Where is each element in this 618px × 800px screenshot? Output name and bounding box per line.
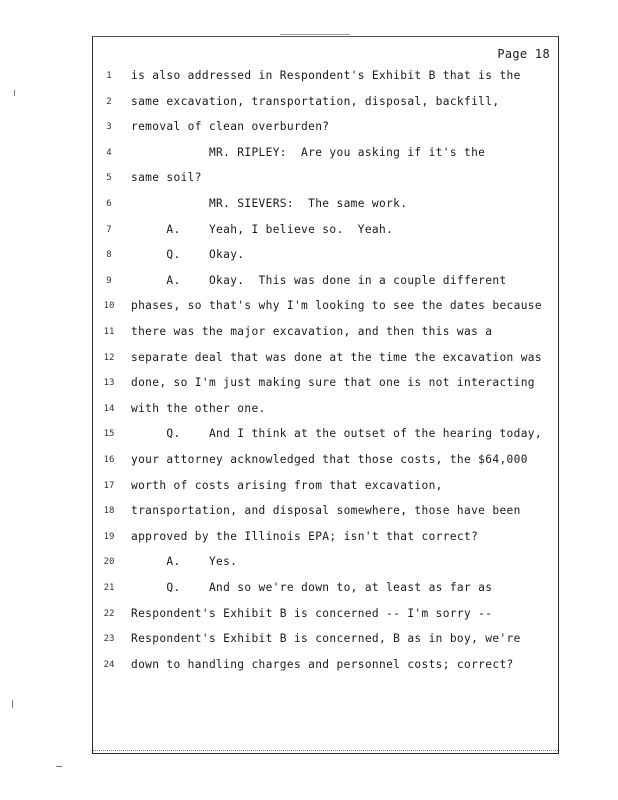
line-text: separate deal that was done at the time the excavation was [131,350,542,364]
line-text: worth of costs arising from that excavation, [131,478,443,492]
transcript-line [93,479,558,499]
line-number: 19 [103,531,115,542]
line-number: 3 [106,122,112,133]
transcript-line [93,376,558,396]
line-number: 17 [103,480,115,491]
transcript-line [93,69,558,89]
line-text: Q. And so we're down to, at least as far as [131,581,493,594]
line-number: 10 [103,301,115,312]
transcript-line [93,555,558,575]
line-number: 24 [103,659,115,670]
transcript-line [93,197,558,217]
line-text: Respondent's Exhibit B is concerned, B as in boy, we're [131,632,521,646]
line-text: MR. SIEVERS: The same work. [131,197,408,210]
transcript-line [93,299,558,319]
line-number: 4 [106,147,112,158]
transcript-line [93,658,558,678]
line-text: A. Yes. [131,555,238,569]
line-text: down to handling charges and personnel costs; correct? [131,657,514,671]
line-number: 16 [103,455,115,465]
line-text: Q. And I think at the outset of the hearing today, [131,427,542,441]
scan-artifact [280,34,350,35]
transcript-line [93,402,558,422]
line-number: 14 [103,403,115,414]
transcript-line [93,95,558,115]
transcript-page [92,36,559,754]
line-text: phases, so that's why I'm looking to see the dates because [131,299,542,313]
line-number: 20 [103,557,115,568]
line-number: 13 [103,378,115,389]
line-number: 1 [106,71,112,81]
transcript-line [93,120,558,140]
line-text: with the other one. [131,401,266,415]
line-text: same soil? [131,171,202,185]
line-number: 6 [106,199,112,209]
line-number: 18 [103,506,115,517]
line-text: transportation, and disposal somewhere, those have been [131,504,521,518]
line-number: 8 [106,250,112,261]
transcript-line [93,248,558,268]
transcript-line [93,146,558,166]
line-text: A. Yeah, I believe so. Yeah. [131,222,394,236]
line-number: 12 [103,352,115,363]
line-number: 15 [103,429,115,440]
page-number: Page 18 [497,47,550,61]
transcript-line [93,171,558,191]
line-number: 9 [106,275,112,286]
transcript-line [93,453,558,473]
transcript-line [93,632,558,652]
transcript-line [93,223,558,243]
scan-artifact [12,700,13,708]
transcript-line [93,351,558,371]
line-number: 5 [106,173,112,184]
transcript-line [93,325,558,345]
line-text: Respondent's Exhibit B is concerned -- I'm sorry -- [131,606,493,620]
line-text: removal of clean overburden? [131,120,330,134]
transcript-line [93,530,558,550]
line-number: 23 [103,634,115,645]
transcript-line [93,607,558,627]
scan-artifact [14,90,15,96]
transcript-line [93,274,558,294]
transcript-line [93,427,558,447]
transcript-line [93,581,558,601]
transcript-line [93,504,558,524]
line-text: same excavation, transportation, disposal, backfill, [131,94,500,108]
scan-artifact [56,766,62,767]
line-number: 21 [103,583,115,593]
line-text: done, so I'm just making sure that one is not interacting [131,376,535,390]
line-text: approved by the Illinois EPA; isn't that correct? [131,529,479,543]
line-text: MR. RIPLEY: Are you asking if it's the [131,145,486,159]
line-text: your attorney acknowledged that those costs, the $64,000 [131,453,528,466]
line-number: 7 [106,224,112,235]
line-number: 22 [103,608,115,619]
line-text: A. Okay. This was done in a couple different [131,273,507,287]
line-text: Q. Okay. [131,248,245,262]
bottom-rule [93,750,558,753]
line-text: is also addressed in Respondent's Exhibit B that is the [131,69,521,82]
line-number: 2 [106,96,112,107]
line-text: there was the major excavation, and then this was a [131,325,493,338]
line-number: 11 [103,327,115,337]
